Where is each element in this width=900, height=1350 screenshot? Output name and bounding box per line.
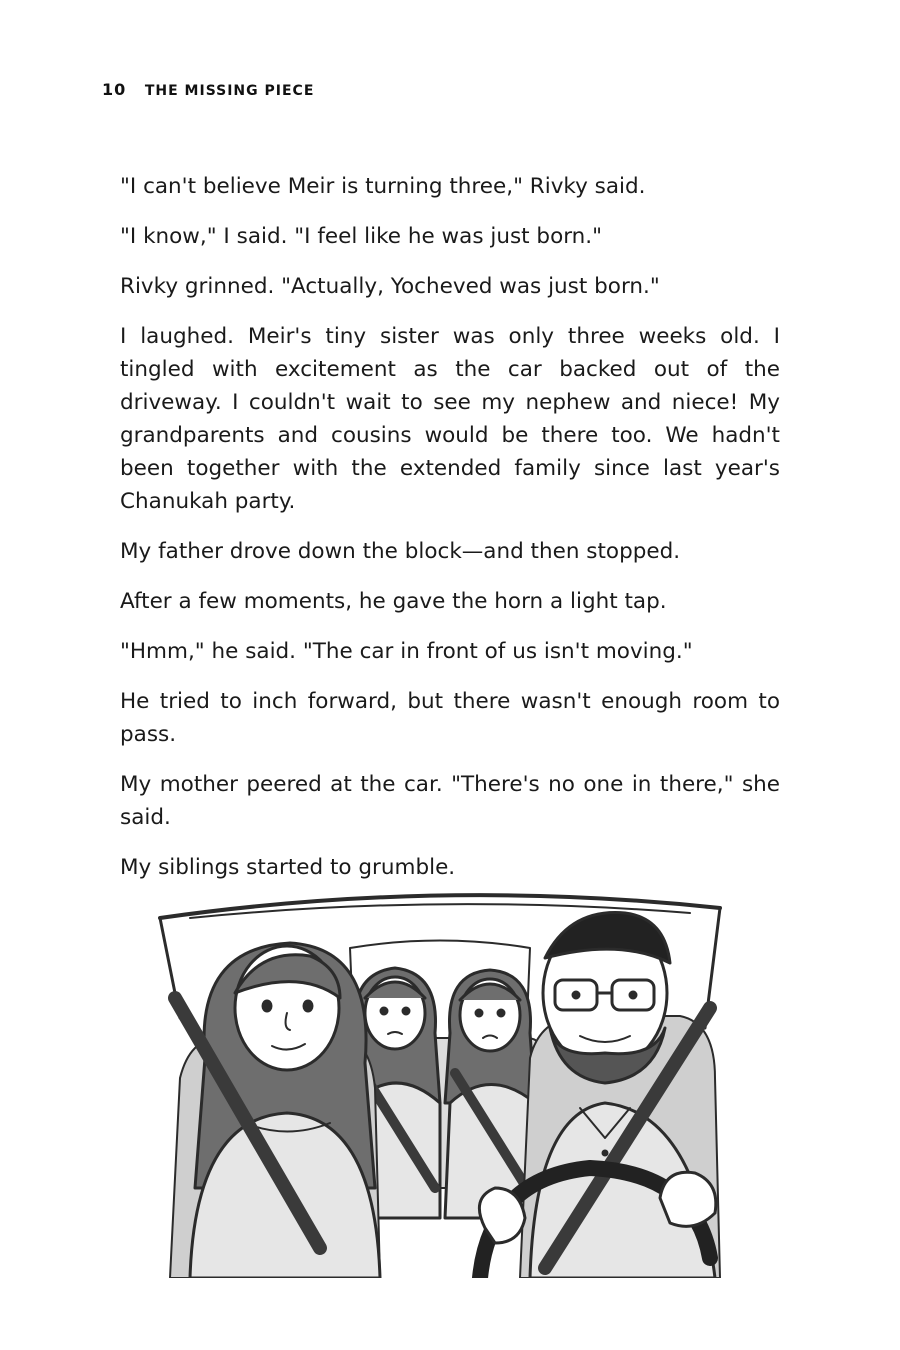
running-header bbox=[102, 80, 314, 99]
paragraph: Rivky grinned. "Actually, Yocheved was just born." bbox=[120, 274, 660, 299]
paragraph: My siblings started to grumble. bbox=[120, 855, 456, 880]
body-text bbox=[120, 170, 780, 901]
page-number: 10 bbox=[102, 80, 127, 99]
paragraph: My mother peered at the car. "There's no one in there," she said. bbox=[120, 772, 780, 830]
paragraph: "I know," I said. "I feel like he was just born." bbox=[120, 224, 603, 249]
family-in-car-illustration bbox=[150, 888, 730, 1278]
paragraph: "I can't believe Meir is turning three," Rivky said. bbox=[120, 174, 646, 199]
book-title: THE MISSING PIECE bbox=[144, 83, 315, 99]
paragraph: He tried to inch forward, but there wasn't enough room to pass. bbox=[120, 689, 780, 747]
paragraph: I laughed. Meir's tiny sister was only three weeks old. I tingled with excitement as the car backed out of the driveway. I couldn't wait to see my nephew and niece! My grandparents and cousins would be there too. We hadn't been together with the extended family since last year's Chanukah party. bbox=[120, 324, 780, 514]
paragraph: My father drove down the block—and then stopped. bbox=[120, 539, 681, 564]
paragraph: After a few moments, he gave the horn a light tap. bbox=[120, 589, 667, 614]
paragraph: "Hmm," he said. "The car in front of us isn't moving." bbox=[120, 639, 693, 664]
